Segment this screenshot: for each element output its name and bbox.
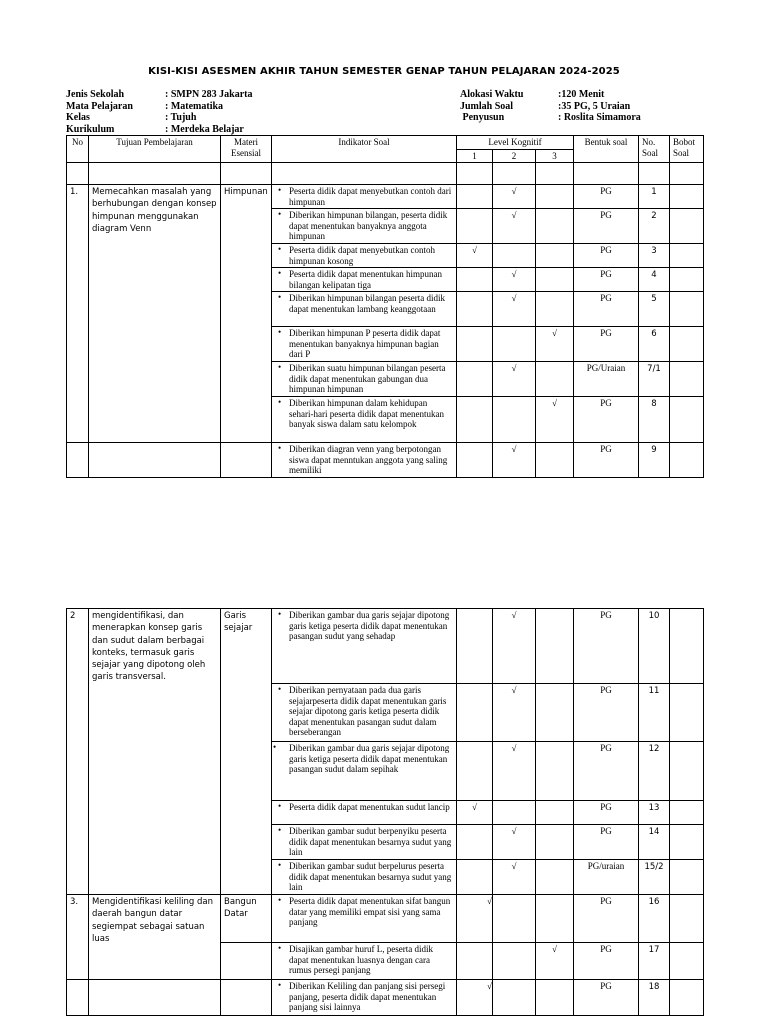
level-check: √: [536, 397, 574, 443]
table-cell: [457, 609, 493, 684]
bullet: •: [278, 801, 282, 811]
table-cell: [670, 397, 704, 443]
indicator-cell: [272, 327, 457, 362]
row-number: 2: [67, 609, 89, 895]
indicator-text: Diberikan diagran venn yang berpotongan siswa dapat menntukan anggota yang saling memiliki: [289, 444, 448, 475]
indicator-cell: [272, 860, 457, 895]
table-cell: [670, 801, 704, 825]
level-check: √: [493, 860, 536, 895]
row-number: 3.: [67, 895, 89, 980]
indicator-cell: [272, 244, 457, 268]
table-cell: [493, 895, 536, 943]
indicator-text: Peserta didik dapat menentukan sudut lancip: [289, 802, 450, 812]
table-cell: [457, 684, 493, 742]
indicator-cell: [272, 825, 457, 860]
table-cell: [457, 185, 493, 209]
question-number: 14: [639, 825, 670, 860]
table-cell: [670, 825, 704, 860]
question-type: PG: [574, 684, 639, 742]
question-number: 6: [639, 327, 670, 362]
indicator-text: Diberikan Keliling dan panjang sisi persegi panjang, peserta didik dapat menentukan panjang sisi lainnya: [289, 981, 446, 1012]
table-cell: [67, 443, 89, 478]
indicator-cell: [272, 209, 457, 244]
table-cell: [89, 443, 221, 478]
table-cell: [536, 443, 574, 478]
indicator-cell: [272, 943, 457, 980]
question-number: 13: [639, 801, 670, 825]
indicator-cell: [272, 268, 457, 292]
row-number: 1.: [67, 185, 89, 443]
table-cell: [670, 860, 704, 895]
table-cell: [457, 860, 493, 895]
level-check: √: [536, 943, 574, 980]
table-cell: [493, 163, 536, 185]
question-type: PG/uraian: [574, 860, 639, 895]
question-number: 4: [639, 268, 670, 292]
table-cell: [457, 825, 493, 860]
question-number: 2: [639, 209, 670, 244]
indicator-cell: [272, 362, 457, 397]
bullet: •: [278, 609, 282, 619]
kisi-table-page-1: [66, 135, 704, 478]
level-check: √: [493, 185, 536, 209]
essential-material: Garis sejajar: [221, 609, 272, 895]
indicator-text: Diberikan gambar sudut berpelurus peserta didik dapat menentukan besarnya sudut yang lain: [289, 861, 452, 892]
table-cell: [493, 397, 536, 443]
meta-row-class: [66, 112, 253, 124]
table-cell: [457, 742, 493, 801]
table-cell: [457, 327, 493, 362]
table-cell: [536, 609, 574, 684]
meta-value: : Roslita Simamora: [558, 112, 641, 123]
question-number: 11: [639, 684, 670, 742]
table-cell: [457, 209, 493, 244]
bullet: •: [278, 397, 282, 407]
table-cell: [670, 609, 704, 684]
meta-left: [66, 89, 253, 135]
table-cell: [272, 163, 457, 185]
table-cell: [536, 209, 574, 244]
header-no-soal: No. Soal: [639, 136, 670, 163]
indicator-cell: [272, 185, 457, 209]
meta-value: : SMPN 283 Jakarta: [165, 89, 253, 100]
bullet: •: [278, 268, 282, 278]
question-type: PG: [574, 443, 639, 478]
level-check: √: [493, 292, 536, 327]
bullet: •: [278, 327, 282, 337]
question-type: PG: [574, 609, 639, 684]
table-row: [67, 980, 704, 1016]
question-type: PG: [574, 895, 639, 943]
essential-material: Bangun Datar: [221, 895, 272, 943]
bullet: •: [278, 980, 282, 990]
level-check: √: [493, 742, 536, 801]
kisi-table-page-2: [66, 608, 704, 1016]
table-cell: [670, 185, 704, 209]
meta-label: Jenis Sekolah: [66, 89, 125, 100]
table-cell: [670, 327, 704, 362]
table-cell: [536, 684, 574, 742]
question-type: PG: [574, 292, 639, 327]
bullet: •: [278, 292, 282, 302]
table-cell: [493, 244, 536, 268]
question-number: 8: [639, 397, 670, 443]
table-cell: [574, 163, 639, 185]
question-type: PG/Uraian: [574, 362, 639, 397]
level-check: √: [493, 684, 536, 742]
table-cell: [457, 943, 493, 980]
header-materi: Materi Esensial: [221, 136, 272, 163]
meta-row-subject: [66, 101, 253, 113]
learning-objective: Memecahkan masalah yang berhubungan dengan konsep himpunan menggunakan diagram Venn: [89, 185, 221, 443]
bullet: •: [278, 185, 282, 195]
indicator-cell: [272, 980, 457, 1016]
table-cell: [670, 742, 704, 801]
indicator-cell: [272, 292, 457, 327]
table-cell: [221, 980, 272, 1016]
bullet: •: [278, 684, 282, 694]
table-row: [67, 609, 704, 684]
table-cell: [536, 362, 574, 397]
bullet: •: [278, 860, 282, 870]
meta-label: Jumlah Soal: [460, 100, 514, 112]
question-number: 17: [639, 943, 670, 980]
table-cell: [670, 244, 704, 268]
table-cell: [536, 292, 574, 327]
table-cell: [457, 292, 493, 327]
level-check: √: [457, 895, 493, 943]
indicator-text: Diberikan himpunan bilangan, peserta didik dapat menentukan banyaknya anggota himpunan: [289, 210, 448, 241]
question-type: PG: [574, 397, 639, 443]
table-cell: [89, 163, 221, 185]
meta-label: Penyusun: [460, 112, 505, 123]
header-bobot: Bobot Soal: [670, 136, 704, 163]
table-cell: [670, 209, 704, 244]
indicator-text: Diberikan himpunan dalam kehidupan sehari-hari peserta didik dapat menentukan banyak siswa dalam satu kelompok: [289, 398, 444, 429]
level-check: √: [457, 801, 493, 825]
table-cell: [670, 980, 704, 1016]
question-type: PG: [574, 980, 639, 1016]
bullet: •: [273, 742, 277, 752]
level-check: √: [493, 443, 536, 478]
indicator-text: Diberikan himpunan P peserta didik dapat menentukan banyaknya himpunan bagian dari P: [289, 328, 441, 359]
question-type: PG: [574, 801, 639, 825]
table-cell: [536, 860, 574, 895]
level-check: √: [493, 362, 536, 397]
header-indikator: Indikator Soal: [272, 136, 457, 163]
indicator-cell: [272, 443, 457, 478]
table-cell: [493, 327, 536, 362]
indicator-text: Disajikan gambar huruf L, peserta didik dapat menentukan luasnya dengan cara rumus persegi panjang: [289, 944, 433, 975]
indicator-cell: [272, 742, 457, 801]
table-cell: [457, 163, 493, 185]
meta-label: Kurikulum: [66, 123, 115, 135]
question-type: PG: [574, 185, 639, 209]
bullet: •: [278, 825, 282, 835]
table-cell: [457, 397, 493, 443]
table-cell: [67, 980, 89, 1016]
question-type: PG: [574, 742, 639, 801]
table-cell: [536, 825, 574, 860]
learning-objective: Mengidentifikasi keliling dan daerah bangun datar segiempat sebagai satuan luas: [89, 895, 221, 980]
question-type: PG: [574, 268, 639, 292]
table-cell: [670, 443, 704, 478]
header-level-1: 1: [457, 149, 493, 163]
bullet: •: [278, 895, 282, 905]
header-level-3: 3: [536, 149, 574, 163]
indicator-cell: [272, 397, 457, 443]
table-cell: [221, 163, 272, 185]
table-cell: [670, 684, 704, 742]
table-cell: [493, 943, 536, 980]
indicator-text: Diberikan suatu himpunan bilangan peserta didik dapat menentukan gabungan dua himpunan himpunan: [289, 363, 446, 394]
header-no: No: [67, 136, 89, 163]
table-cell: [639, 163, 670, 185]
table-cell: [536, 742, 574, 801]
table-cell: [536, 185, 574, 209]
header-level-2: 2: [493, 149, 536, 163]
meta-label: Mata Pelajaran: [66, 100, 133, 112]
indicator-cell: [272, 801, 457, 825]
question-number: 9: [639, 443, 670, 478]
table-cell: [670, 163, 704, 185]
learning-objective: mengidentifikasi, dan menerapkan konsep garis dan sudut dalam berbagai konteks, termasuk garis sejajar yang dipotong oleh garis transversal.: [89, 609, 221, 895]
question-number: 12: [639, 742, 670, 801]
indicator-text: Diberikan gambar dua garis sejajar dipotong garis ketiga peserta didik dapat menentukan pasangan sudut yang sehadap: [289, 610, 450, 641]
meta-row-time: [460, 89, 641, 101]
indicator-text: Diberikan himpunan bilangan peserta didik dapat menentukan lambang keanggotaan: [289, 293, 445, 314]
meta-row-curriculum: [66, 124, 253, 136]
bullet: •: [278, 943, 282, 953]
question-type: PG: [574, 825, 639, 860]
meta-value: : Tujuh: [165, 112, 197, 123]
table-cell: [670, 895, 704, 943]
header-level: Level Kognitif: [457, 136, 574, 150]
meta-value: : Merdeka Belajar: [165, 123, 244, 135]
table-cell: [536, 163, 574, 185]
level-check: √: [457, 980, 493, 1016]
table-cell: [221, 943, 272, 980]
spacer-row: [67, 163, 704, 185]
bullet: •: [278, 443, 282, 453]
indicator-cell: [272, 895, 457, 943]
question-type: PG: [574, 327, 639, 362]
level-check: √: [457, 244, 493, 268]
meta-label: Kelas: [66, 112, 90, 123]
level-check: √: [493, 209, 536, 244]
question-number: 16: [639, 895, 670, 943]
question-number: 3: [639, 244, 670, 268]
table-cell: [536, 244, 574, 268]
table-cell: [670, 362, 704, 397]
question-type: PG: [574, 244, 639, 268]
level-check: √: [493, 268, 536, 292]
question-type: PG: [574, 209, 639, 244]
indicator-text: Diberikan gambar dua garis sejajar dipotong garis ketiga peserta didik dapat menentukan pasangan sudut dalam sepihak: [289, 743, 450, 774]
level-check: √: [493, 609, 536, 684]
meta-row-school: [66, 89, 253, 101]
question-number: 18: [639, 980, 670, 1016]
table-row: [67, 895, 704, 943]
table-row: [67, 443, 704, 478]
table-cell: [536, 268, 574, 292]
header-bentuk: Bentuk soal: [574, 136, 639, 163]
meta-row-author: [460, 112, 641, 124]
question-number: 7/1: [639, 362, 670, 397]
essential-material: Himpunan: [221, 185, 272, 443]
table-cell: [493, 980, 536, 1016]
table-cell: [536, 980, 574, 1016]
question-number: 5: [639, 292, 670, 327]
table-cell: [493, 801, 536, 825]
question-number: 15/2: [639, 860, 670, 895]
document-title: KISI-KISI ASESMEN AKHIR TAHUN SEMESTER GENAP TAHUN PELAJARAN 2024-2025: [148, 66, 620, 77]
level-check: √: [493, 825, 536, 860]
meta-right: [460, 89, 641, 124]
table-row: [67, 185, 704, 209]
table-cell: [89, 980, 221, 1016]
table-cell: [221, 443, 272, 478]
indicator-text: Peserta didik dapat menyebutkan contoh dari himpunan: [289, 186, 452, 207]
table-cell: [536, 801, 574, 825]
meta-row-count: [460, 101, 641, 113]
table-cell: [67, 163, 89, 185]
table-cell: [457, 268, 493, 292]
meta-value: :35 PG, 5 Uraian: [558, 100, 631, 112]
question-number: 10: [639, 609, 670, 684]
table-cell: [536, 895, 574, 943]
table-cell: [670, 292, 704, 327]
table-cell: [670, 268, 704, 292]
indicator-text: Peserta didik dapat menentukan sifat bangun datar yang memiliki empat sisi yang sama panjang: [289, 896, 451, 927]
table-cell: [457, 362, 493, 397]
meta-label: Alokasi Waktu: [460, 89, 524, 100]
indicator-text: Peserta didik dapat menentukan himpunan bilangan kelipatan tiga: [289, 269, 442, 290]
meta-value: : Matematika: [165, 100, 224, 112]
indicator-cell: [272, 609, 457, 684]
indicator-cell: [272, 684, 457, 742]
bullet: •: [278, 209, 282, 219]
bullet: •: [278, 362, 282, 372]
indicator-text: Peserta didik dapat menyebutkan contoh himpunan kosong: [289, 245, 435, 266]
header-tujuan: Tujuan Pembelajaran: [89, 136, 221, 163]
indicator-text: Diberikan gambar sudut berpenyiku peserta didik dapat menentukan besarnya sudut yang lain: [289, 826, 452, 857]
indicator-text: Diberikan pernyataan pada dua garis sejajarpeserta didik dapat menentukan garis sejajar dipotong garis ketiga peserta didik dapat menentukan pasangan sudut dalam berseberangan: [289, 685, 447, 737]
bullet: •: [278, 244, 282, 254]
level-check: √: [536, 327, 574, 362]
question-number: 1: [639, 185, 670, 209]
table-cell: [457, 443, 493, 478]
meta-value: :120 Menit: [558, 89, 605, 100]
table-cell: [670, 943, 704, 980]
question-type: PG: [574, 943, 639, 980]
